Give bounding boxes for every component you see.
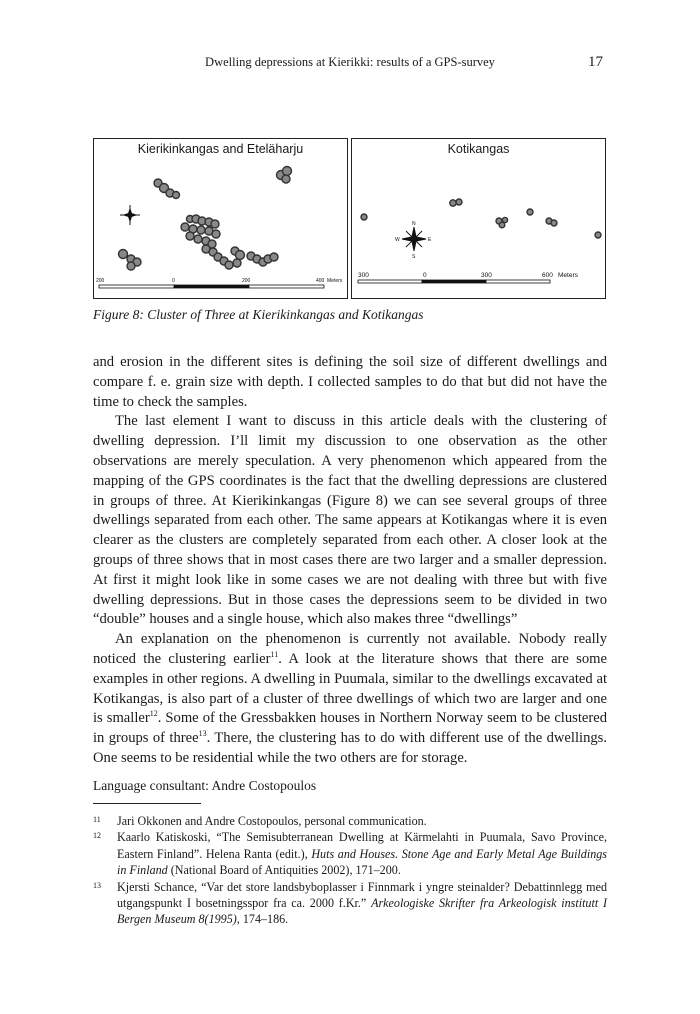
compass-label-w: W xyxy=(395,237,400,243)
paragraph: and erosion in the different sites is defining the soil size of different dwellings and compare f. e. grain size with depth. I collected samples to do that but did not have the time to check the samples. xyxy=(93,354,607,410)
paragraph: The last element I want to discuss in this article deals with the clustering of dwelling depression. I’ll limit my discussion to one observation as the other observations are merely speculation. A very phenomenon which appeared from the mapping of the GPS coordinates is the fact that the dwelling depressions are clustered in groups of three. At Kierikinkangas (Figure 8) we can see several groups of three dwellings separated from each other. The same appears at Kotikangas where it is even clearer as the clusters are completely separated from each other. A closer look at the groups of three shows that in most cases there are two larger and a smaller depression. At first it might look like in some cases we are not dealing with three but with five dwelling depressions. But in those cases the depressions seem to be divided in two “double” houses and a single house, which also makes three “dwellings” xyxy=(93,413,607,628)
scale-label: Meters xyxy=(327,278,343,284)
compass-label-s: S xyxy=(412,254,416,260)
map-title: Kotikangas xyxy=(447,142,510,156)
dwelling-cluster-se xyxy=(231,247,278,267)
dwelling-cluster-5 xyxy=(546,218,557,226)
map-kierikinkangas-plot xyxy=(94,139,349,300)
scale-bar xyxy=(358,280,550,283)
figure-caption: Figure 8: Cluster of Three at Kierikinkangas and Kotikangas xyxy=(93,307,424,322)
footnote-number: 13 xyxy=(93,880,101,890)
scale-label: 0 xyxy=(172,278,175,284)
scale-label: 300 xyxy=(358,272,369,279)
dwelling-cluster-w xyxy=(119,250,142,271)
footnotes xyxy=(93,813,607,928)
footnote-ref[interactable]: 11 xyxy=(270,650,279,660)
footnote-number: 11 xyxy=(93,815,101,824)
scale-label: 200 xyxy=(96,278,105,284)
footnote-text: , 174–186. xyxy=(236,912,289,927)
compass-label-n: N xyxy=(412,221,416,227)
dwelling-cluster-ne xyxy=(277,167,292,184)
scale-label: 400 xyxy=(316,278,325,284)
footnote-ref[interactable]: 13 xyxy=(198,729,207,739)
footnote xyxy=(93,829,607,878)
paragraph xyxy=(93,630,607,769)
footnote-text: Kaarlo Katiskoski, “The Semisubterranean Dwelling at Kärmelahti in Puumala, Savo Province, Eastern Finland”. Helena Ranta (edit.), xyxy=(117,830,607,861)
scale-label: 600 xyxy=(542,272,553,279)
dwelling-cluster-6 xyxy=(595,232,601,238)
compass-label-e: E xyxy=(428,237,432,243)
paragraph-text: . A look at the literature shows that there are some examples in other regions. A dwelling in Puumala, similar to the dwellings excavated at Kotikangas, is also part of a cluster of three dwellings of which two are larger and one is smaller xyxy=(93,650,607,727)
scale-label: 200 xyxy=(242,278,251,284)
dwelling-cluster-2 xyxy=(450,199,462,206)
dwelling-cluster-3 xyxy=(496,217,508,227)
scale-label: Meters xyxy=(558,272,578,279)
dwelling-cluster-1 xyxy=(361,214,367,220)
map-kotikangas-plot xyxy=(352,139,607,300)
paragraph-text: . There, the clustering has to do with different use of the dwellings. One seems to be residential while the two others are for storage. xyxy=(93,730,607,766)
language-consultant: Language consultant: Andre Costopoulos xyxy=(93,778,317,793)
body-text xyxy=(93,353,607,769)
dwelling-cluster-n xyxy=(154,179,180,199)
map-kierikinkangas xyxy=(93,138,348,299)
compass-icon xyxy=(402,227,426,251)
dwelling-cluster-4 xyxy=(527,209,533,215)
footnote-title: Huts and Houses. Stone Age and Early Metal Age Buildings in Finland xyxy=(117,846,607,878)
page-number: 17 xyxy=(588,54,603,70)
footnote-text: Kjersti Schance, “Var det store landsbyboplasser i Finnmark i yngre steinalder? Debattinnlegg med utgangspunkt I bosetningsspor fra ca. 2000 f.Kr.” xyxy=(117,879,607,911)
compass-icon xyxy=(120,205,140,225)
scale-bar xyxy=(99,285,324,288)
scale-label: 0 xyxy=(423,272,427,279)
footnote xyxy=(93,813,607,829)
running-head: Dwelling depressions at Kierikki: results of a GPS-survey xyxy=(205,55,495,69)
map-title: Kierikinkangas and Eteläharju xyxy=(137,142,304,156)
footnote-title: Arkeologiske Skrifter fra Arkeologisk institutt I Bergen Museum 8(1995) xyxy=(117,896,607,927)
footnote-ref[interactable]: 12 xyxy=(149,709,158,719)
footnote-text: (National Board of Antiquities 2002), 171–200. xyxy=(167,863,401,878)
paragraph-text: An explanation on the phenomenon is currently not available. Nobody really noticed the clustering earlier xyxy=(93,631,607,667)
paragraph-text: . Some of the Gressbakken houses in Northern Norway seem to be clustered in groups of three xyxy=(93,710,607,747)
map-kotikangas xyxy=(351,138,606,299)
dwelling-cluster-central xyxy=(181,215,233,269)
footnote-text: Jari Okkonen and Andre Costopoulos, personal communication. xyxy=(117,814,427,828)
footnote-rule xyxy=(93,803,201,804)
footnote-number: 12 xyxy=(93,831,101,841)
footnote xyxy=(93,879,607,928)
scale-label: 300 xyxy=(481,272,492,279)
